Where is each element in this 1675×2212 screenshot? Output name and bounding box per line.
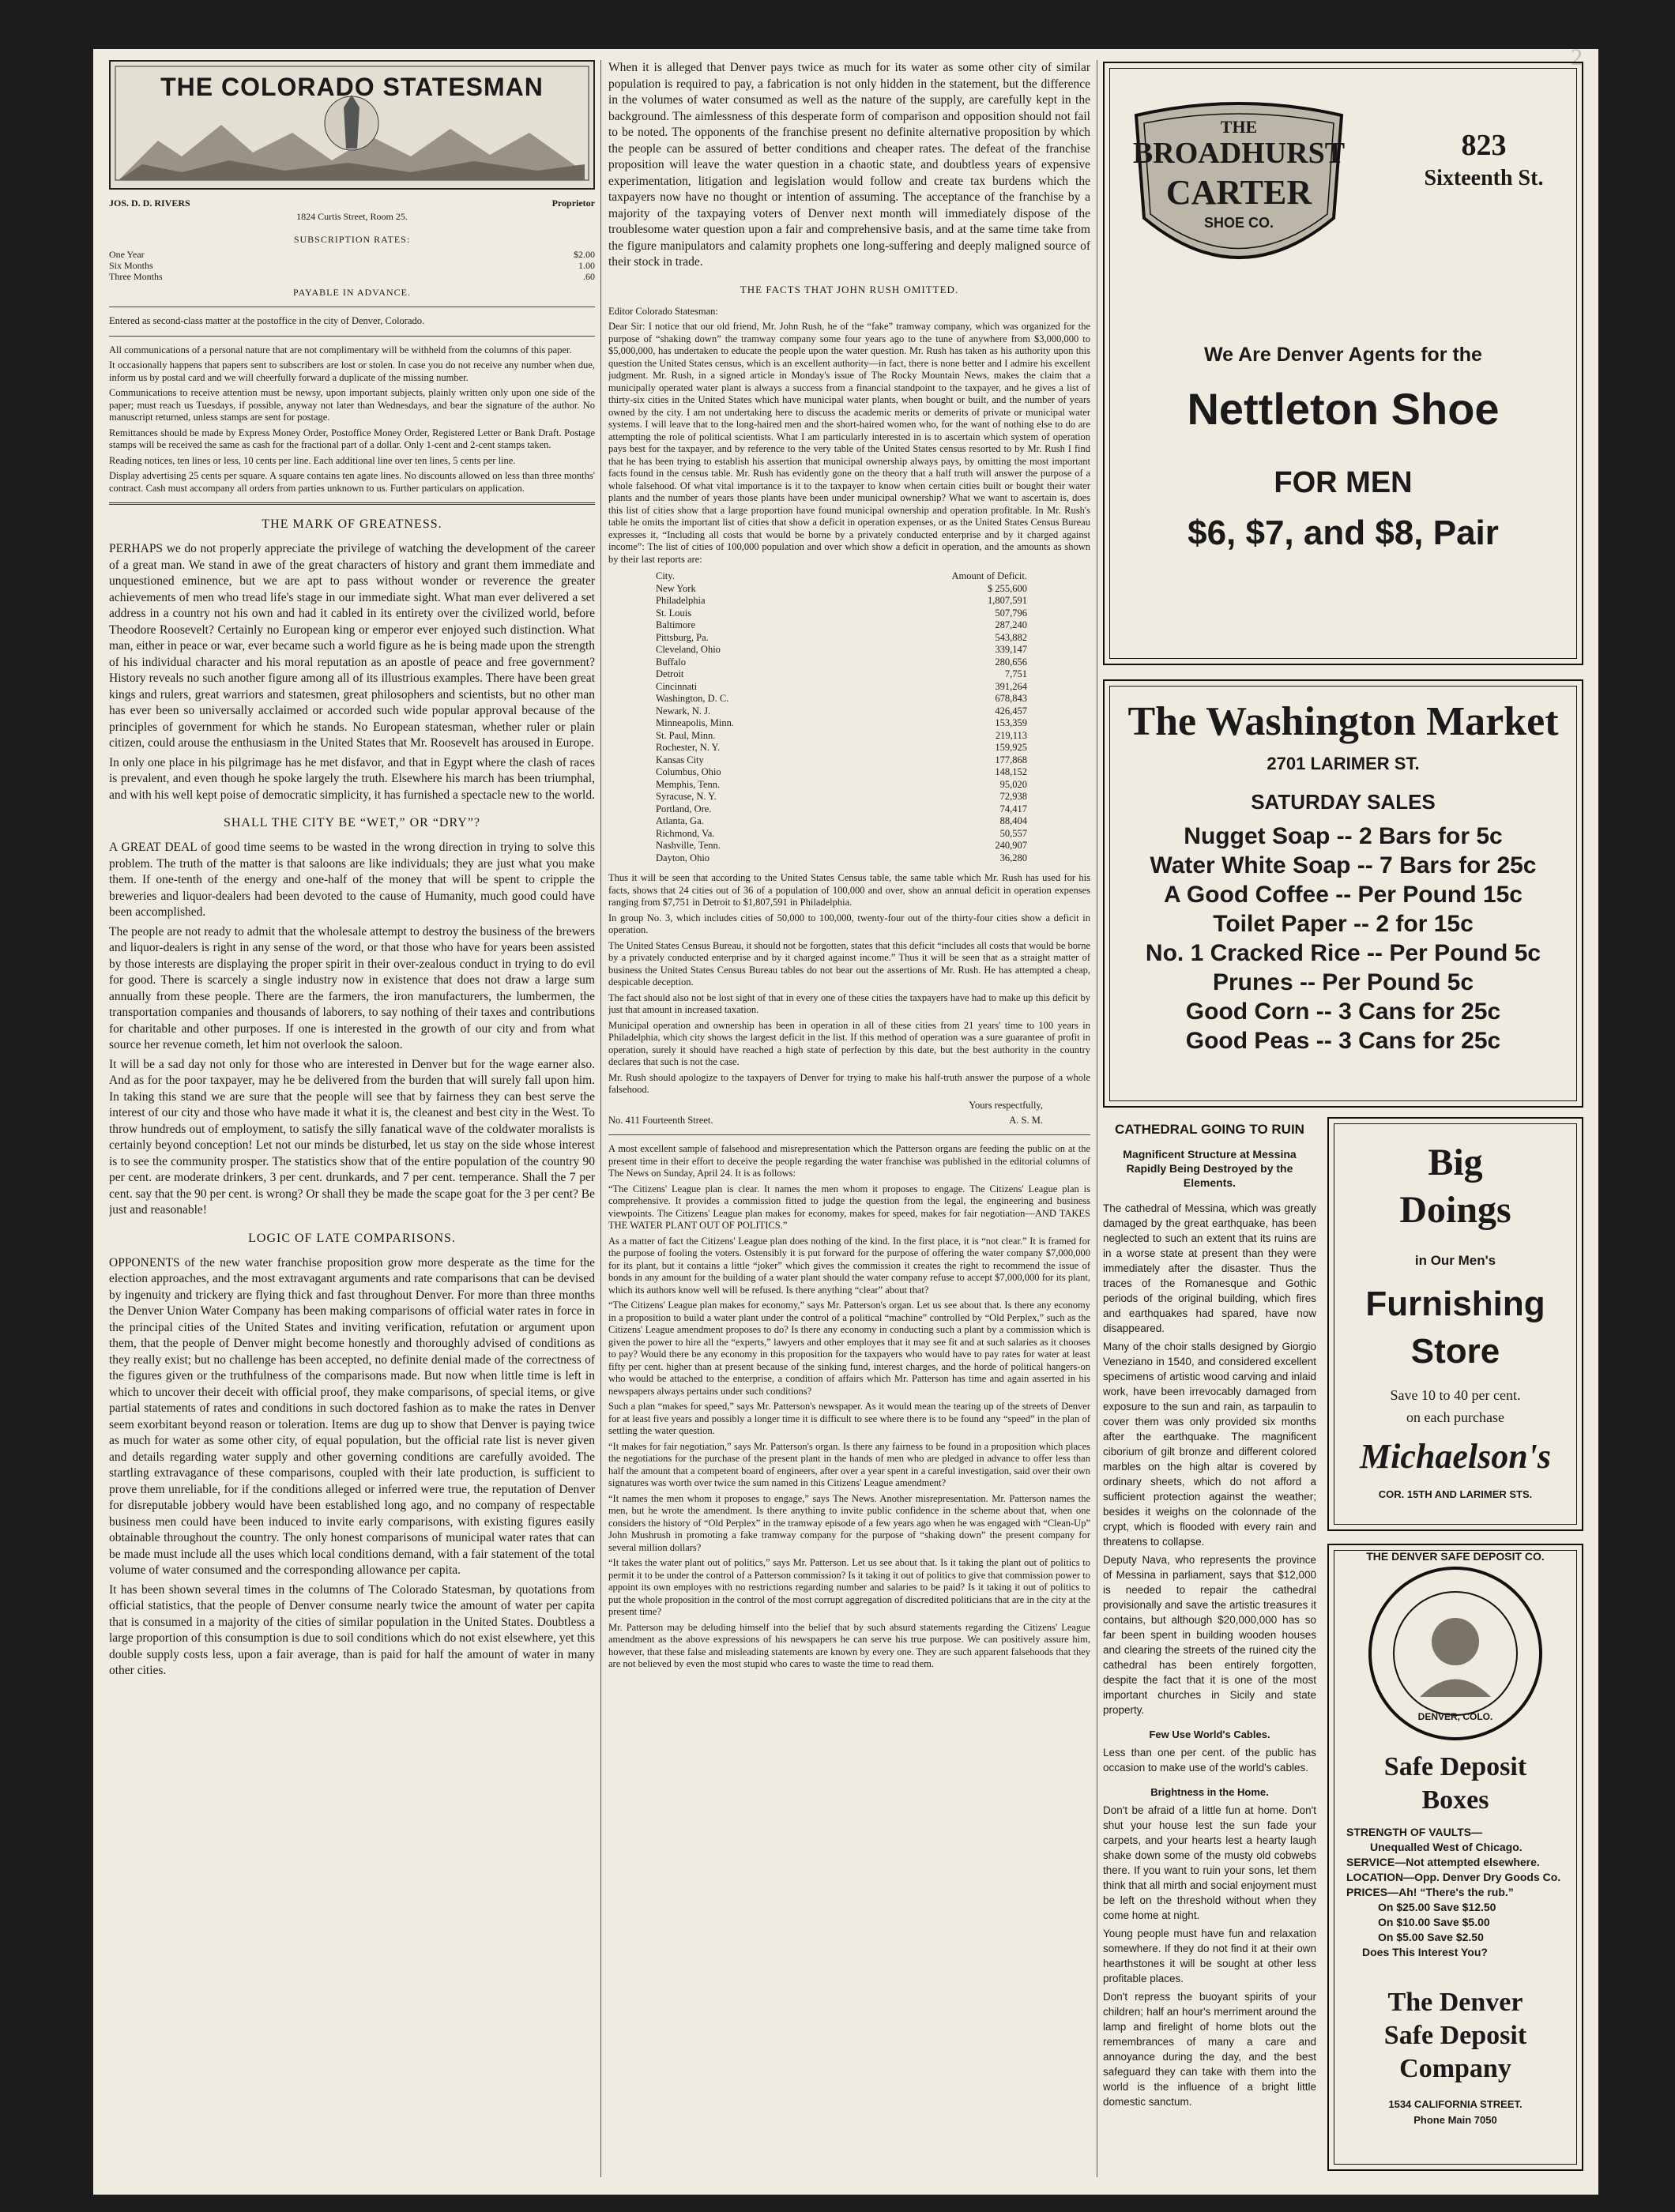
ad-subtitle: SATURDAY SALES <box>1251 790 1436 814</box>
table-row: Syracuse, N. Y. 72,938 <box>656 791 1027 802</box>
broadhurst-carter-ad <box>1103 62 1583 665</box>
letter-paragraph: Municipal operation and ownership has been in operation in all of these cities from 21 years' time to 100 years in Philadelphia, which city shows the largest deficit in the list. If this method of operation was a sure guarantee of profit in operation, surely it should have reached a high state of perfection by this date, but the best authority in the country declares that such is not the case. <box>608 1019 1090 1067</box>
rates-list <box>109 249 595 282</box>
sale-items <box>1105 822 1582 1055</box>
editorial-paragraph: “It makes for fair negotiation,” says Mr. Patterson's organ. Is there any fairness to be found in a proposition which places the negotiations for the purchase of the present plant in the hands of men who are pledged in advance to offer less than half the amount that a competent board of engineers, after over a year spent in a careful investigation, said over their own signatures was worth over twice the sum named in this Citizens' League amendment? <box>608 1440 1090 1488</box>
notice: It occasionally happens that papers sent to subscribers are lost or stolen. In case you do not receive any number when due, inform us by postal card and we will cheerfully forward a duplicate of the missing number. <box>109 359 595 383</box>
letter-closing: Yours respectfully, <box>969 1099 1043 1111</box>
article-title: THE FACTS THAT JOHN RUSH OMITTED. <box>740 283 959 295</box>
company-name: Company <box>1399 2054 1511 2083</box>
ad-street-number: 823 <box>1461 129 1507 162</box>
page-number: 2 <box>1571 49 1583 70</box>
article-title: LOGIC OF LATE COMPARISONS. <box>248 1231 456 1245</box>
ad-title: The Washington Market <box>1127 699 1559 744</box>
editorial-paragraph: “It takes the water plant out of politics,” says Mr. Patterson. Let us see about that. Is it taking the plant out of politics to permit it to be under the control of a Patterson commission? Is it taking it out of politics to give that commission power to appoint its own employes with no restrictions regarding number and salaries to be paid? Is it taking it out of politics to put the whole proposition in the control of the most corrupt aggregation of discredited politicians that are in the city at the present time? <box>608 1557 1090 1617</box>
proprietor-line <box>109 198 595 209</box>
notices <box>109 315 595 495</box>
masthead-title: THE COLORADO STATESMAN <box>160 73 544 101</box>
article-paragraph: OPPONENTS of the new water franchise proposition grow more desperate as the time for the election approaches, and the most extravagant arguments and rate comparisons that can be devised by ingenuity and trickery are flying thick and fast throughout Denver. For more than three months the Denver Union Water Company has been making comparisons of official water rates in force in the principal cities of the United States and inviting verification, refutation or argument upon them, that the people of Denver might become honestly and thoroughly advised of conditions as they really exist; but no challenge has been accepted, no definite denial made of the correctness of the figures given or the truthfulness of the comparisons made. But now when little time is left in which to uncover their deceit with official proof, they make comparisons, of special items, or give partial statements of rates and conditions in such doctored fashion as to make the rates in Denver seem exorbitant beyond reason or toleration. Items are dug up to show that Denver is paying twice as much for water as some other city, of equal population, but the official rate list is never given and details regarding water supply and other governing conditions are carefully avoided. The startling extravagance of these comparisons, coupled with their late production, is sufficient to prove them unreliable, for if the conditions alleged or inferred were true, the reputation of Denver for disreputable jobbery would have been established long ago, and no company of respectable business men could have been induced to invite early comparisons, with existing figures easily obtainable throughout the country. The only honest comparisons of municipal water rates that can be made must include all the uses which local conditions demand, with a fair statement of the total volume of water consumed and the corresponding allowance per capita. <box>109 1255 595 1577</box>
column-2 <box>608 60 1090 2177</box>
table-row: Dayton, Ohio 36,280 <box>656 852 1027 863</box>
notice: Communications to receive attention must be newsy, upon important subjects, plainly written only upon one side of the paper; must reach us Tuesdays, if possible, anyway not later than Wednesdays, and bear the signature of the author. No manuscript returned, unless stamps are sent for postage. <box>109 387 595 423</box>
ad-line: Furnishing <box>1365 1285 1545 1323</box>
ad-phone: Phone Main 7050 <box>1413 2114 1497 2126</box>
letter-signature: No. 411 Fourteenth Street. A. S. M. <box>608 1115 1043 1126</box>
editorial-paragraph: As a matter of fact the Citizens' League plan does nothing of the kind. In the first place, it is “not clear.” It is framed for the purpose of fooling the voters. Ostensibly it is put forward for the purpose of offering the water company $7,000,000 for its plant, but it contains a little “joker” which gives the commission it creates the right to recommend the issue of bonds in any amount for the building of a water plant should the water company refuse to accept $7,000,000 for its plant, which its authors know well will be refused. Is there anything “clear” about that? <box>608 1235 1090 1296</box>
letter-continued <box>608 872 1090 1127</box>
michaelsons-ad <box>1327 1117 1583 1531</box>
safe-deposit-ad <box>1327 1544 1583 2171</box>
ad-headline: Nettleton Shoe <box>1187 384 1500 434</box>
newspaper-page <box>93 49 1598 2195</box>
ad-street: Sixteenth St. <box>1424 166 1544 190</box>
table-row: Baltimore 287,240 <box>656 619 1027 630</box>
ad-line: in Our Men's <box>1414 1253 1496 1268</box>
ad-line: Doings <box>1399 1189 1511 1231</box>
ad-line: on each purchase <box>1406 1409 1504 1425</box>
editorial-paragraph: Mr. Patterson may be deluding himself into the belief that by such absurd statements regarding the Citizens' League amendment as the above expressions of his newspapers he can serve his true purpose. We can positively assure him, however, that these false and misleading statements are known by every one. They are such apparent falsehoods that they are not believed by even the most stupid who cares to waste the time to read them. <box>608 1621 1090 1669</box>
article-paragraph: Young people must have fun and relaxation somewhere. If they do not find it at their own hearthstones it will be sought at other less profitable places. <box>1103 1928 1316 1984</box>
table-row: Portland, Ore. 74,417 <box>656 803 1027 814</box>
list-item: Toilet Paper -- 2 for 15c <box>1213 911 1474 937</box>
letter-paragraph: The United States Census Bureau, it should not be forgotten, states that this deficit “includes all costs that would be borne by a privately conducted enterprise and by it charged against income.” Thus it will be seen that as a straight matter of business the United States Census Bureau tables do not bear out the assertions of Mr. Rush. He has attempted a cheap, despicable deception. <box>608 939 1090 988</box>
payable-note: PAYABLE IN ADVANCE. <box>293 287 411 298</box>
editorial-paragraph: Such a plan “makes for speed,” says Mr. Patterson's newspaper. As it would mean the tearing up of the streets of Denver for at least five years and possibly a longer time it is difficult to see where there is to be found any “speed” in the plan of settling the water question. <box>608 1401 1090 1436</box>
article-title: THE MARK OF GREATNESS. <box>262 517 442 531</box>
notice: Remittances should be made by Express Money Order, Postoffice Money Order, Registered Letter or Bank Draft. Postage stamps will be received the same as cash for the fractional part of a dollar. Only 1-cent and 2-cent stamps taken. <box>109 427 595 450</box>
article-title: Few Use World's Cables. <box>1149 1729 1270 1740</box>
article-paragraph: A GREAT DEAL of good time seems to be wasted in the wrong direction in trying to solve this problem. The truth of the matter is that saloons are like individuals; they are just what you make them. If one-tenth of the energy and one-half of the money that will be spent to cripple the breweries and liquor-dealers had been devoted to the cause of Humanity, much good could have been accomplished. <box>109 841 595 919</box>
washington-market-ad <box>1103 679 1583 1108</box>
ad-line: We Are Denver Agents for the <box>1204 344 1482 366</box>
seal-text: THE DENVER SAFE DEPOSIT CO. <box>1366 1550 1545 1563</box>
letter-paragraph: Thus it will be seen that according to the United States Census table, the same table which Mr. Rush has used for his facts, shows that 24 cities out of 36 of a population of 100,000 and over, show an annual deficit in operation expenses ranging from $7,751 in Detroit to $1,807,591 in Philadelphia. <box>608 872 1090 908</box>
ad-details: STRENGTH OF VAULTS— Unequalled West of Chicago. SERVICE—Not attempted elsewhere. LOCATION—Opp. Denver Dry Goods Co. PRICES—Ah! “There's the rub.” On $25.00 Save $12.50 On $10.00 Save $5.00 On $5.00 Save $2.50 Does This Interest You? <box>1346 1826 1561 1958</box>
table-row: Rochester, N. Y. 159,925 <box>656 742 1027 753</box>
table-row: Washington, D. C. 678,843 <box>656 693 1027 704</box>
list-item: Water White Soap -- 7 Bars for 25c <box>1150 852 1537 878</box>
article-paragraph: Many of the choir stalls designed by Giorgio Veneziano in 1540, and considered excellent specimens of artistic wood carving and inlaid work, have been irrevocably damaged from exposure to the sun and rain, as tarpaulin to cover them was only provided six months after the earthquake. The magnificent ciborium of gilt bronze and different colored marbles on the high altar is covered by ordinary sheets, which do not afford a sufficient protection against the weather; besides it weighs on the colonnade of the crypt, which is flooded with every rain and threatens to collapse. <box>1103 1341 1316 1548</box>
company-name: Safe Deposit <box>1383 2021 1527 2050</box>
article-paragraph: In only one place in his pilgrimage has he met disfavor, and that in Egypt where the clash of races is prevalent, and even though he spoke largely the truth. Elsewhere his march has been triumphal, and with his well kept poise of democratic simplicity, it has furnished a spectacle new to the world. <box>109 755 595 802</box>
proprietor-name: JOS. D. D. RIVERS <box>109 198 190 209</box>
list-item: Good Peas -- 3 Cans for 25c <box>1185 1028 1501 1054</box>
editorial-paragraph: “It names the men whom it proposes to engage,” says The News. Another misrepresentation. Mr. Patterson names the men, but he wrote the amendment. Is there anything to invite public confidence in the scheme about that, when one considers the history of “Old Perplex” in the tramway episode of a few years ago when he was engaged with “Clean-Up” John Mushrush in promoting a fake tramway company for the purpose of “shaking down” the present company for several million dollars? <box>608 1492 1090 1553</box>
table-row: St. Louis 507,796 <box>656 607 1027 619</box>
letter <box>608 306 1090 566</box>
ad-address: 1534 CALIFORNIA STREET. <box>1388 2098 1523 2110</box>
list-item: A Good Coffee -- Per Pound 15c <box>1164 882 1523 908</box>
article-paragraph: Don't be afraid of a little fun at home. Don't shut your house lest the sun fade your carpets, and your hearts lest a hearty laugh shake down some of the musty old cobwebs there. If you want to ruin your sons, let them think that all mirth and social enjoyment must be left on the threshold without when they come home at night. <box>1103 1804 1316 1921</box>
article-paragraph: When it is alleged that Denver pays twice as much for its water as some other city of similar population is required to pay, a fabrication is not only hidden in the statement, but the difference in the volumes of water consumed as well as the nature of the supply, are carefully kept in the background. The aimlessness of this desperate form of comparison and opposition should not fail to be noted. The opponents of the franchise present no definite alternative proposition by which the people can be assured of better conditions and cheaper rates. The defeat of the franchise proposition will leave the water question in a chaotic state, and doubtless years of expensive experimentation, litigation and legislation would follow and create tax burdens which the taxpayers now have no thought or intention of assuming. The acceptance of the franchise by a majority of the taxpaying voters of Denver next month will immediately dispose of the troublesome water question upon a fair and comprehensive basis, and at the same time take from the figure manipulators and calamity prophets one long-suffering and deeply maligned source of their stock in trade. <box>608 61 1090 269</box>
rate-row: One Year $2.00 <box>109 249 595 260</box>
table-row: Cincinnati 391,264 <box>656 680 1027 692</box>
ad-prices: $6, $7, and $8, Pair <box>1188 514 1499 552</box>
article-paragraph: Deputy Nava, who represents the province of Messina in parliament, says that $12,000 is needed to repair the cathedral provisionally and save the artistic treasures it contains, but although $20,000,000 has so far been spent in building wooden houses and clearing the streets of the ruined city the cathedral has been entirely forgotten, despite the fact that it is one of the most important churches in Sicily and state property. <box>1103 1554 1316 1716</box>
ad-title: Safe Deposit <box>1383 1752 1527 1781</box>
table-row: Philadelphia 1,807,591 <box>656 595 1027 606</box>
list-item: Nugget Soap -- 2 Bars for 5c <box>1184 823 1503 849</box>
rate-row: Three Months .60 <box>109 271 595 282</box>
table-row: Memphis, Tenn. 95,020 <box>656 778 1027 790</box>
deficit-table <box>656 570 1090 864</box>
ad-title: Boxes <box>1421 1785 1489 1815</box>
notice: Reading notices, ten lines or less, 10 cents per line. Each additional line over ten lines, 5 cents per line. <box>109 454 516 466</box>
table-row: Richmond, Va. 50,557 <box>656 827 1027 839</box>
article-paragraph: The people are not ready to admit that the wholesale attempt to destroy the business of the brewers and liquor-dealers is right in any sense of the word, or that those who have for years been assisted by those interests are displaying the proper spirit in their over-zealous conduct in trying to do evil for good. There is scarcely a single industry now in existence that does not draw a large sum annually from these people. There are the farmers, the iron manufacturers, the lumbermen, the transportation companies and thousands of laborers, to say nothing of their taxes and contributions for charitable and other purposes. If one is interested in the growth of our city and from what source her revenue cometh, let him not overlook the saloon. <box>109 924 595 1051</box>
broadhurst-logo: THE BROADHURST CARTER SHOE CO. <box>1120 100 1357 281</box>
ad-address: COR. 15TH AND LARIMER STS. <box>1378 1488 1533 1500</box>
column-3 <box>1103 1117 1316 2176</box>
list-item: Prunes -- Per Pound 5c <box>1212 969 1474 995</box>
list-item: No. 1 Cracked Rice -- Per Pound 5c <box>1145 940 1541 966</box>
table-row: Columbus, Ohio 148,152 <box>656 766 1027 777</box>
letter-paragraph: Mr. Rush should apologize to the taxpayers of Denver for trying to make his half-truth answer the purpose of a whole falsehood. <box>608 1071 1090 1095</box>
rates-heading: SUBSCRIPTION RATES: <box>293 234 411 245</box>
column-rule <box>600 60 601 2177</box>
article-paragraph: It has been shown several times in the columns of The Colorado Statesman, by quotations from official statistics, that the people of Denver consume nearly twice the amount of water per capita that is consumed in a majority of the cities of similar population in the United States. Doubtless a large proportion of this consumption is due to soil conditions which do not exist elsewhere, yet this double supply costs less, upon a fair average, than is paid for half the amount of water in many other cities. <box>109 1582 595 1677</box>
ad-line: Store <box>1410 1332 1500 1371</box>
editorial <box>608 1143 1090 1671</box>
table-header: City. Amount of Deficit. <box>656 570 1027 581</box>
seal-city: DENVER, COLO. <box>1417 1711 1493 1722</box>
column-1 <box>109 60 595 2177</box>
proprietor-label: Proprietor <box>551 198 595 209</box>
ad-line: Big <box>1428 1142 1483 1183</box>
article-title: CATHEDRAL GOING TO RUIN <box>1115 1122 1304 1137</box>
rate-row: Six Months 1.00 <box>109 260 595 271</box>
editorial-paragraph: “The Citizens' League plan is clear. It names the men whom it proposes to engage. The Citizens' League plan is comprehensive. It provides a commission fitted to judge the question from the legal, the engineering and business viewpoints. The Citizens' League plan makes for economy, makes for speed, makes for fair negotiation—AND TAKES THE WATER PLANT OUT OF POLITICS.” <box>608 1183 1090 1231</box>
notice: Display advertising 25 cents per square. A square contains ten agate lines. No discounts allowed on less than three months' contract. Cash must accompany all orders from parties unknown to us. Further particulars on application. <box>109 470 595 494</box>
table-row: St. Paul, Minn. 219,113 <box>656 729 1027 741</box>
editorial-paragraph: A most excellent sample of falsehood and misrepresentation which the Patterson organs are feeding the public on at the present time in their effort to deceive the people regarding the water franchise was published in the editorial columns of The News on Sunday, April 24. It is as follows: <box>608 1143 1090 1179</box>
article-paragraph: It will be a sad day not only for those who are interested in Denver but for the wage earner also. And as for the poor taxpayer, may he be delivered from the burden that will surely fall upon him. In taking this stand we are sure that the people will see that by fairness they can best serve the interest of our city and those who have made it what it is, the cleanest and best city in the West. To throw hundreds out of employment, to satisfy the silly fanatical wave of the coldwater moralists is certainly beyond conception! Let not our minds be disturbed, let us stay on the side whose interest is to see the community prosper. The statistics show that of the entire population of the country 90 per cent. are moderate drinkers, 3 per cent. drunkards, and 7 per cent. temperance. Shall the 7 per cent. say that the 90 per cent. is wrong? Or shall they be made the scape goat for the 3 per cent? Be just and reasonable! <box>109 1057 595 1217</box>
notice: All communications of a personal nature that are not complimentary will be withheld from the columns of this paper. <box>109 344 572 356</box>
letter-paragraph: Dear Sir: I notice that our old friend, Mr. John Rush, he of the “fake” tramway company, which was organized for the purpose of “shaking down” the tramway company some four years ago to the tune of anywhere from $3,000,000 to $5,000,000, has undertaken to educate the people upon the water question. Mr. Rush has taken as his authority upon this question the United States census, which is an excellent authority—in fact, there is none better and I admire his excellent judgment. Mr. Rush, in a signed article in Monday's issue of The Rocky Mountain News, makes the claim that a municipally operated water plant is always a success from a financial standpoint to the taxpayer, and he gives a list of thirty-six cities in the United States which have municipal water plants, when bought or built, and the number of years owned by the city. I am not undertaking here to discuss the academic merits or demerits of private or municipal water systems. I will leave that to the long-haired men and the short-haired women who, for the want of nothing else to do are attempting the role of political scientists. What I am particularly interested in is to ascertain which system of operation pays best for the taxpayer, and by reference to the very table of the United States census resorted to by Mr. Rush I find that he has been trying to establish his assertion that municipal ownership always pays, by omitting the most important facts found in the census table. Mr. Rush has evidently gone on the theory that a half truth will answer the purpose of a whole falsehood. Of what vital importance is it to the taxpayer to know when certain cities built or bought their water plants and the number of years those plants have been under municipal ownership? What we want to ascertain is, does this list of cities show that a large proportion have found municipal ownership and operation profitable. In Mr. Rush's table he omits the important list of cities that show a deficit in operation expenses, or as the United States Census Bureau expresses it, “Including all costs that would be borne by a privately conducted enterprise and by it charged against income”: The list of cities of 100,000 population and over which show a deficit in operation, and the amounts as shown by their last reports are: <box>608 321 1090 565</box>
masthead-address: 1824 Curtis Street, Room 25. <box>296 211 408 222</box>
table-row: New York $ 255,600 <box>656 582 1027 594</box>
article-title: SHALL THE CITY BE “WET,” OR “DRY”? <box>223 816 481 830</box>
notice: Entered as second-class matter at the postoffice in the city of Denver, Colorado. <box>109 315 425 326</box>
letter-paragraph: The fact should also not be lost sight of that in every one of these cities the taxpayers have had to make up this deficit by just that amount in increased taxation. <box>608 991 1090 1015</box>
article-paragraph: The cathedral of Messina, which was greatly damaged by the great earthquake, has been neglected to such an extent that its ruins are in a worse state at present than they were immediately after the disaster. Thus the traces of the Romanesque and Gothic periods of the original building, which fires and earthquakes had spared, have now disappeared. <box>1103 1202 1316 1334</box>
table-row: Cleveland, Ohio 339,147 <box>656 644 1027 655</box>
article-paragraph: Less than one per cent. of the public has occasion to make use of the world's cables. <box>1103 1747 1316 1774</box>
article-paragraph: PERHAPS we do not properly appreciate the privilege of watching the development of the career of a great man. We stand in awe of the great characters of history and grant them immediate and unquestioned eminence, but we are apt to pass without wonder or reverence the greater achievements of men who tread life's stage in our immediate sight. What man ever delivered a set address in a country not his own and had it cabled in its entirety over the civilized world, before Theodore Roosevelt? Certainly no European king or emperor ever enjoyed such distinction. What man, either in peace or war, ever became such a world figure as he is being made upon the strength of his individual character and his moral reputation as an apostle of peace and free government? History reveals no such another figure among all of its illustrious examples. There have been great kings and rulers, great warriors and statesmen, great philosophers and scientists, but no other man has ever been so universally acclaimed or accorded such wide popular approval because of the principles of government for which he stands. No European statesman, whether ruler or plain citizen, could arouse the enthusiasm in the United States that Mr. Roosevelt has aroused in Europe. <box>109 542 595 750</box>
article-title: Brightness in the Home. <box>1150 1786 1269 1798</box>
company-name: The Denver <box>1387 1988 1523 2017</box>
ad-line: FOR MEN <box>1274 466 1413 499</box>
article-subtitle: Magnificent Structure at Messina Rapidly Being Destroyed by the Elements. <box>1123 1148 1297 1189</box>
table-row: Kansas City 177,868 <box>656 754 1027 766</box>
table-row: Nashville, Tenn. 240,907 <box>656 840 1027 851</box>
table-row: Atlanta, Ga. 88,404 <box>656 815 1027 826</box>
ad-line: Save 10 to 40 per cent. <box>1390 1387 1521 1403</box>
table-row: Minneapolis, Minn. 153,359 <box>656 717 1027 728</box>
letter-paragraph: In group No. 3, which includes cities of 50,000 to 100,000, twenty-four out of the thirty-four cities show a deficit in operation. <box>608 912 1090 935</box>
article-paragraph: Don't repress the buoyant spirits of your children; half an hour's merriment around the lamp and firelight of home blots out the remembrances of many a care and annoyance during the day, and the best safeguard they can take with them into the world is the influence of a bright little domestic sanctum. <box>1103 1991 1316 2108</box>
editorial-paragraph: “The Citizens' League plan makes for economy,” says Mr. Patterson's organ. Let us see about that. Is there any economy in a proposition to build a water plant under the control of a political “machine” controlled by “Old Perplex,” such as the Citizens' League amendment proposes to do? Is there any economy in conducting such a plant by a commission which is given the power to hire all the “experts,” lawyers and other employes that it may see fit and at such salaries as it chooses to pay? Would there be any economy in this proposition for the taxpayers who would have to pay rates for water at least fifty per cent. higher than at present because of the sinking fund, interest charges, and the horde of political hangers-on who would be attached to the enterprise, a condition of affairs which Mr. Patterson has time and again asserted in his newspapers always pertains under such conditions? <box>608 1300 1090 1397</box>
list-item: Good Corn -- 3 Cans for 25c <box>1185 999 1501 1025</box>
table-row: Buffalo 280,656 <box>656 656 1027 668</box>
ad-brand: Michaelson's <box>1359 1437 1552 1476</box>
table-row: Detroit 7,751 <box>656 668 1027 679</box>
table-row: Pittsburg, Pa. 543,882 <box>656 631 1027 643</box>
table-row: Newark, N. J. 426,457 <box>656 705 1027 717</box>
letter-salutation: Editor Colorado Statesman: <box>608 305 718 317</box>
ad-address: 2701 LARIMER ST. <box>1267 754 1420 773</box>
masthead <box>109 60 595 190</box>
